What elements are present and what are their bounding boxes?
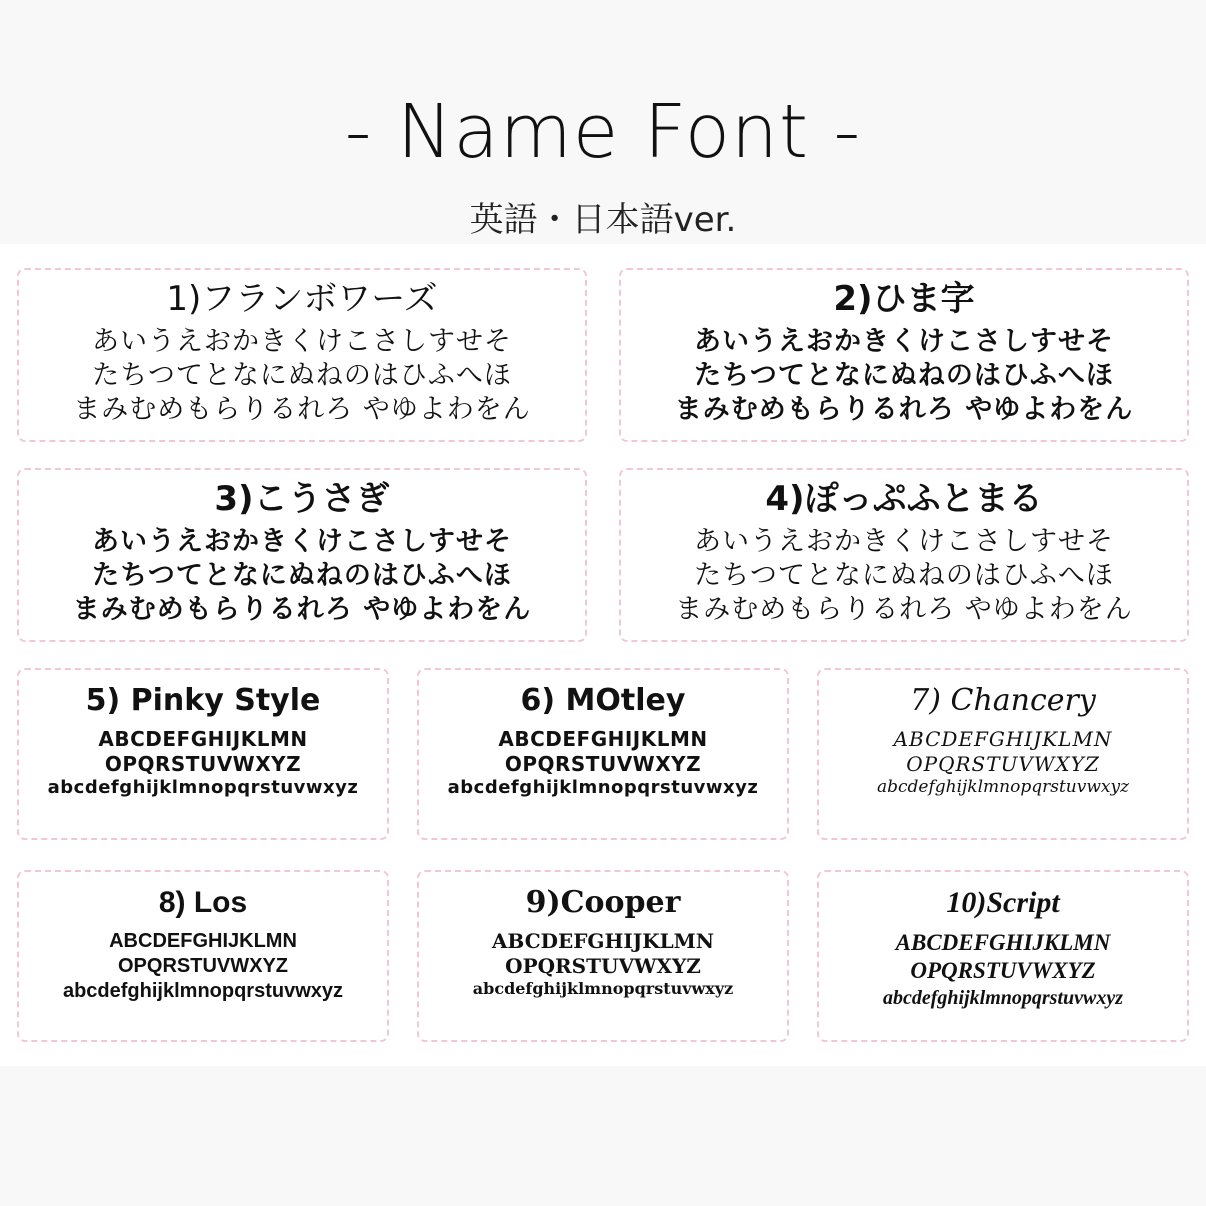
sample-line: ABCDEFGHIJKLMN: [98, 726, 308, 751]
sample-line: OPQRSTUVWXYZ: [906, 751, 1100, 776]
font-name: 1)フランボワーズ: [166, 279, 438, 319]
sample-line: OPQRSTUVWXYZ: [505, 953, 701, 978]
sample-line: ABCDEFGHIJKLMN: [895, 929, 1111, 955]
page-subtitle: 英語・日本語ver.: [469, 200, 737, 240]
sample-line: ABCDEFGHIJKLMN: [109, 929, 297, 952]
font-name: 3)こうさぎ: [214, 479, 390, 519]
sample-line: たちつてとなにぬねのはひふへほ: [694, 359, 1114, 391]
sample-line: abcdefghijklmnopqrstuvwxyz: [447, 776, 759, 798]
font-name: 7) Chancery: [910, 683, 1096, 718]
font-card-pinky-style: [17, 668, 389, 840]
sample-line: あいうえおかきくけこさしすせそ: [92, 526, 512, 558]
font-samples-panel: [0, 244, 1206, 1066]
font-name: 2)ひま字: [833, 279, 975, 319]
font-card-motley: [417, 668, 789, 840]
font-name: 10)Script: [946, 886, 1060, 919]
font-card-cooper: [417, 870, 789, 1042]
sample-line: ABCDEFGHIJKLMN: [491, 928, 715, 953]
sample-line: OPQRSTUVWXYZ: [117, 954, 288, 977]
sample-line: まみむめもらりるれろ やゆよわをん: [674, 393, 1134, 425]
font-card-himaji: [619, 268, 1189, 442]
font-card-popfutomaru: [619, 468, 1189, 642]
font-name: 6) MOtley: [520, 683, 686, 718]
page-title: - Name Font -: [344, 89, 862, 175]
sample-line: abcdefghijklmnopqrstuvwxyz: [882, 987, 1123, 1009]
font-card-framboise: [17, 268, 587, 442]
sample-line: abcdefghijklmnopqrstuvwxyz: [472, 978, 734, 998]
font-card-kousagi: [17, 468, 587, 642]
sample-line: あいうえおかきくけこさしすせそ: [694, 326, 1114, 358]
sample-line: まみむめもらりるれろ やゆよわをん: [72, 593, 532, 625]
sample-line: abcdefghijklmnopqrstuvwxyz: [876, 776, 1130, 797]
sample-line: abcdefghijklmnopqrstuvwxyz: [47, 776, 359, 798]
sample-line: まみむめもらりるれろ やゆよわをん: [675, 593, 1133, 625]
font-name: 5) Pinky Style: [85, 683, 321, 718]
sample-line: OPQRSTUVWXYZ: [104, 751, 302, 776]
sample-line: OPQRSTUVWXYZ: [910, 958, 1096, 984]
sample-line: たちつてとなにぬねのはひふへほ: [694, 559, 1114, 591]
font-name: 4)ぽっぷふとまる: [765, 479, 1043, 519]
font-name: 9)Cooper: [525, 885, 681, 920]
font-card-chancery: [817, 668, 1189, 840]
sample-line: たちつてとなにぬねのはひふへほ: [92, 559, 512, 591]
font-card-script: [817, 870, 1189, 1042]
font-card-los: [17, 870, 389, 1042]
sample-line: abcdefghijklmnopqrstuvwxyz: [62, 979, 344, 1002]
sample-line: OPQRSTUVWXYZ: [504, 751, 702, 776]
sample-line: ABCDEFGHIJKLMN: [893, 726, 1113, 751]
sample-line: あいうえおかきくけこさしすせそ: [694, 526, 1114, 558]
sample-line: あいうえおかきくけこさしすせそ: [92, 326, 512, 358]
sample-line: まみむめもらりるれろ やゆよわをん: [73, 393, 531, 425]
font-name: 8) Los: [158, 886, 248, 919]
sample-line: ABCDEFGHIJKLMN: [498, 726, 708, 751]
sample-line: たちつてとなにぬねのはひふへほ: [92, 359, 512, 391]
